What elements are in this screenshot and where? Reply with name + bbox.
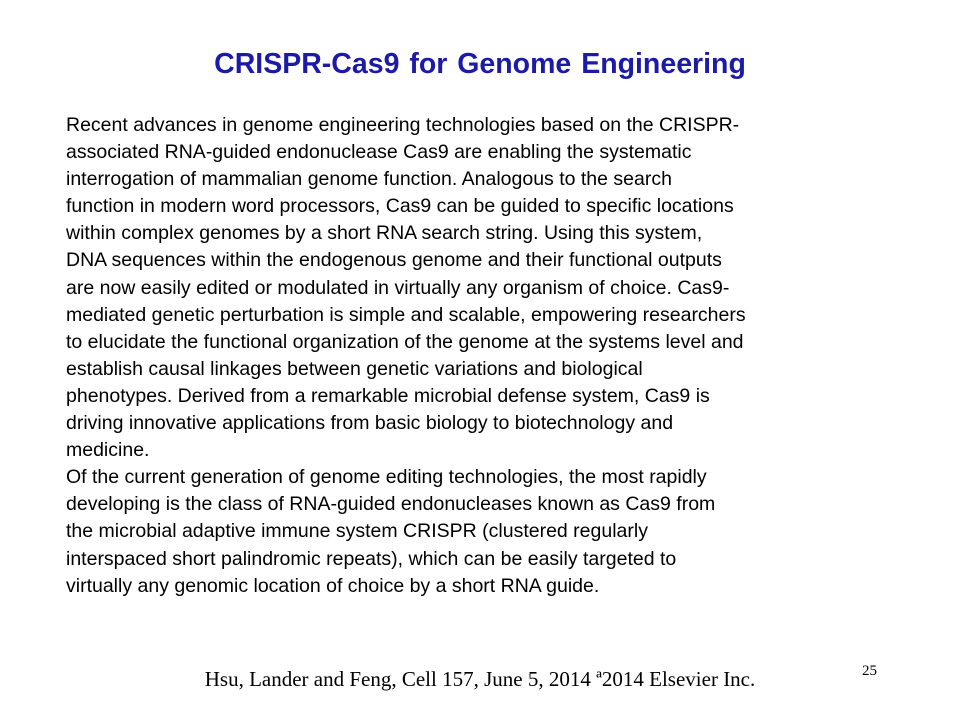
slide-title: CRISPR-Cas9 for Genome Engineering: [214, 48, 746, 80]
paragraph-line: developing is the class of RNA-guided endonucleases known as Cas9 from: [66, 493, 716, 516]
page-number: 25: [862, 663, 877, 679]
paragraph-line: medicine.: [66, 439, 150, 462]
paragraph-line: are now easily edited or modulated in virtually any organism of choice. Cas9-: [66, 276, 730, 299]
body-text: [66, 112, 916, 600]
paragraph-line: within complex genomes by a short RNA search string. Using this system,: [66, 222, 703, 245]
paragraph-line: DNA sequences within the endogenous genome and their functional outputs: [66, 249, 722, 272]
paragraph-line: the microbial adaptive immune system CRISPR (clustered regularly: [66, 520, 648, 543]
paragraph-line: establish causal linkages between genetic variations and biological: [66, 357, 643, 380]
paragraph-line: virtually any genomic location of choice by a short RNA guide.: [66, 574, 600, 597]
paragraph-line: driving innovative applications from basic biology to biotechnology and: [66, 412, 674, 435]
paragraph-line: interrogation of mammalian genome function. Analogous to the search: [66, 168, 672, 191]
paragraph-line: mediated genetic perturbation is simple and scalable, empowering researchers: [66, 303, 746, 326]
paragraph-line: Of the current generation of genome editing technologies, the most rapidly: [66, 466, 707, 489]
paragraph-line: to elucidate the functional organization of the genome at the systems level and: [66, 330, 744, 353]
paragraph-line: Recent advances in genome engineering technologies based on the CRISPR-: [66, 114, 740, 136]
paragraph-line: interspaced short palindromic repeats), which can be easily targeted to: [66, 547, 677, 570]
paragraph-line: phenotypes. Derived from a remarkable microbial defense system, Cas9 is: [66, 384, 710, 407]
paragraph-line: function in modern word processors, Cas9 can be guided to specific locations: [66, 195, 734, 218]
paragraph-line: associated RNA-guided endonuclease Cas9 are enabling the systematic: [66, 141, 692, 164]
citation: Hsu, Lander and Feng, Cell 157, June 5, 2014 ª2014 Elsevier Inc.: [204, 667, 756, 691]
paragraph-1: [66, 112, 916, 464]
paragraph-2: [66, 464, 916, 599]
